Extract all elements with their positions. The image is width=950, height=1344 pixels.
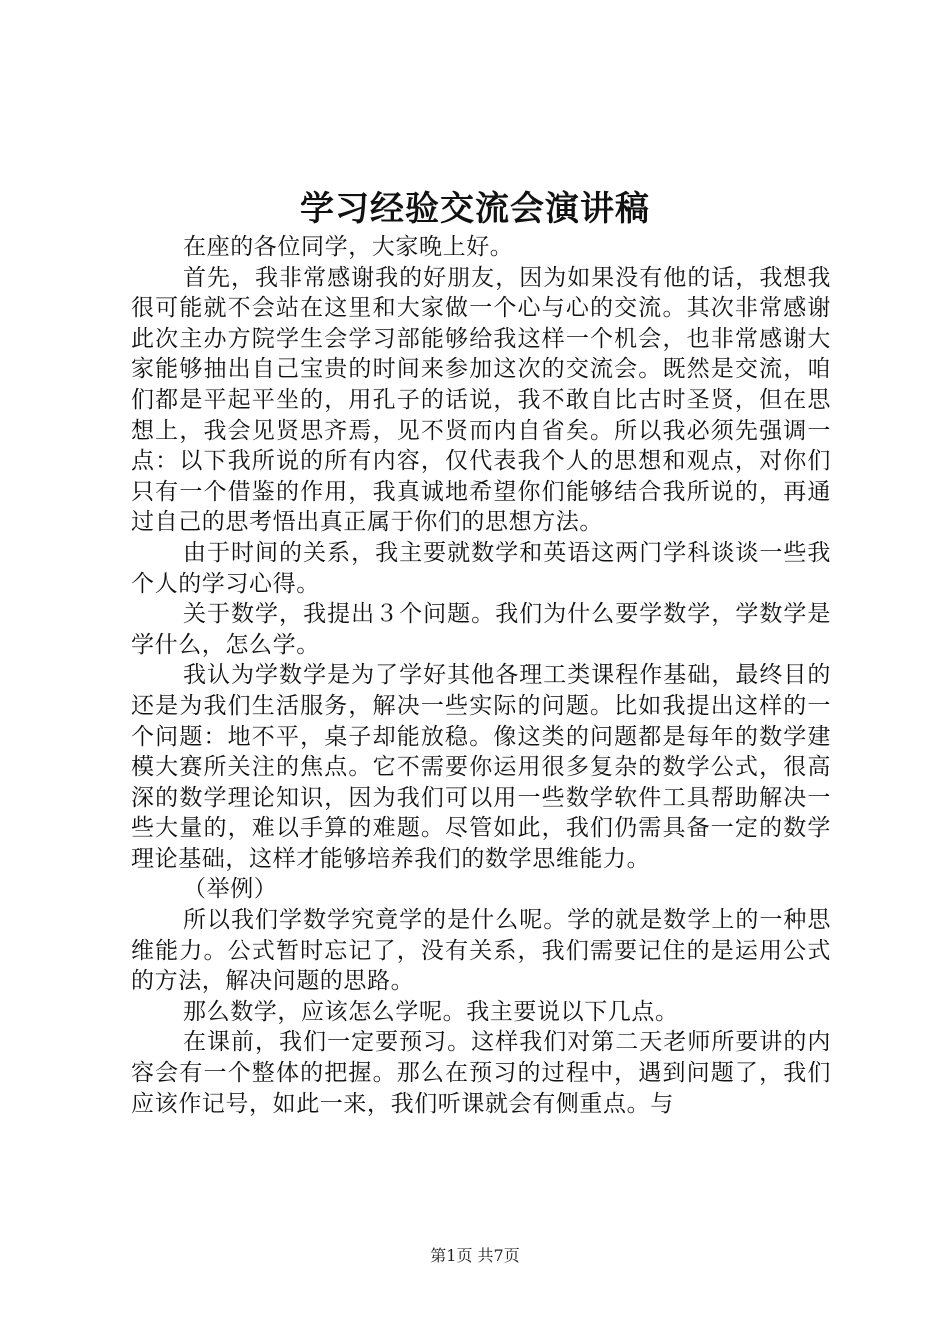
paragraph: 由于时间的关系，我主要就数学和英语这两门学科谈谈一些我个人的学习心得。 [131,539,831,597]
paragraph: 在座的各位同学，大家晚上好。 [183,234,514,260]
document-body [131,232,831,1119]
paragraph: 首先，我非常感谢我的好朋友，因为如果没有他的话，我想我很可能就不会站在这里和大家做一个心与心的交流。其次非常感谢此次主办方院学生会学习部能够给我这样一个机会，也非常感谢大家能够抽出自己宝贵的时间来参加这次的交流会。既然是交流，咱们都是平起平坐的，用孔子的话说，我不敢自比古时圣贤，但在思想上，我会见贤思齐焉，见不贤而内自省矣。所以我必须先强调一点：以下我所说的所有内容，仅代表我个人的思想和观点，对你们只有一个借鉴的作用，我真诚地希望你们能够结合我所说的，再通过自己的思考悟出真正属于你们的思想方法。 [131,264,831,536]
document-title: 学习经验交流会演讲稿 [300,189,650,229]
page-number-footer: 第1页 共7页 [430,1246,520,1265]
paragraph: 我认为学数学是为了学好其他各理工类课程作基础，最终目的还是为我们生活服务，解决一些实际的问题。比如我提出这样的一个问题：地不平，桌子却能放稳。像这类的问题都是每年的数学建模大赛所关注的焦点。它不需要你运用很多复杂的数学公式，很高深的数学理论知识，因为我们可以用一些数学软件工具帮助解决一些大量的，难以手算的难题。尽管如此，我们仍需具备一定的数学理论基础，这样才能够培养我们的数学思维能力。 [131,662,831,872]
paragraph: 那么数学，应该怎么学呢。我主要说以下几点。 [183,998,679,1025]
paragraph: 在课前，我们一定要预习。这样我们对第二天老师所要讲的内容会有一个整体的把握。那么在预习的过程中，遇到问题了，我们应该作记号，如此一来，我们听课就会有侧重点。与 [131,1029,831,1117]
paragraph: 所以我们学数学究竟学的是什么呢。学的就是数学上的一种思维能力。公式暂时忘记了，没有关系，我们需要记住的是运用公式的方法，解决问题的思路。 [131,907,831,995]
paragraph: 关于数学，我提出３个问题。我们为什么要学数学，学数学是学什么，怎么学。 [131,601,831,658]
paragraph: （举例） [183,876,278,903]
